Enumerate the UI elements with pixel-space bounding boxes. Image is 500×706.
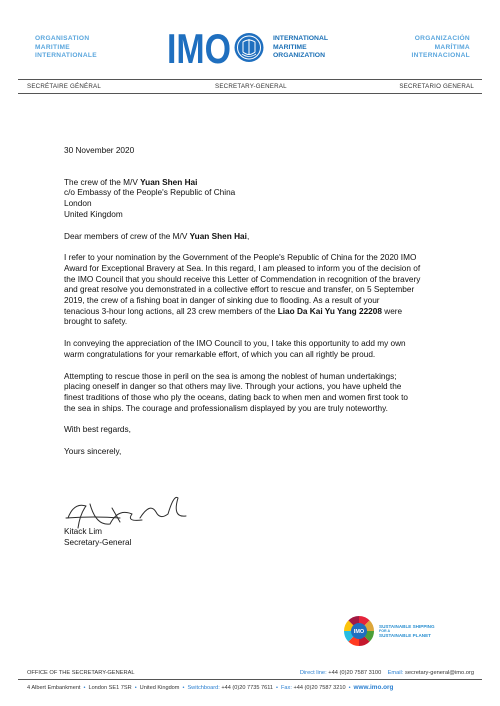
fishing-vessel-name: Liao Da Kai Yu Yang 22208 xyxy=(277,306,382,316)
badge-center-text: IMO xyxy=(353,629,365,635)
badge-line-3: SUSTAINABLE PLANET xyxy=(379,633,431,639)
footer-address-country: United Kingdom xyxy=(139,685,180,691)
para3-line: placing oneself in danger so that others may live. Through your actions, you have upheld the xyxy=(64,382,402,392)
salutation-prefix: Dear members of crew of the M/V xyxy=(64,231,190,241)
en-line-1: INTERNATIONAL xyxy=(273,35,328,42)
subheader-fr: SECRÉTAIRE GÉNÉRAL xyxy=(27,83,101,90)
header-es-name xyxy=(412,35,470,61)
imo-logo xyxy=(167,30,267,65)
para2-line: In conveying the appreciation of the IMO Council to you, I take this opportunity to add my own xyxy=(64,339,406,349)
para1-line: the IMO Council that you should receive this Letter of Commendation in recognition of the bravery xyxy=(64,274,421,284)
salutation xyxy=(64,232,484,243)
en-line-3: ORGANIZATION xyxy=(273,52,325,60)
address-prefix: The crew of the M/V xyxy=(64,177,141,187)
fr-line-3: INTERNATIONALE xyxy=(35,52,97,60)
para1-prefix: tenacious 3-hour long actions, all 23 crew members of the xyxy=(64,306,278,316)
para2-line: warm congratulations for your remarkable effort, of which you can all rightly be proud. xyxy=(64,349,376,359)
es-line-2: MARÍTIMA xyxy=(434,43,470,51)
bullet-icon: • xyxy=(182,685,185,691)
logo-text: IMO xyxy=(167,30,231,65)
sdg-wheel-icon xyxy=(343,615,375,647)
imo-logo-mark xyxy=(167,30,267,65)
para1-line: brought to safety. xyxy=(64,317,128,327)
bullet-icon: • xyxy=(134,685,137,691)
switchboard-label: Switchboard: xyxy=(187,685,220,691)
switchboard-value: +44 (0)20 7735 7611 xyxy=(221,685,274,691)
signer-title: Secretary-General xyxy=(64,537,132,547)
address-line-3: London xyxy=(64,199,92,209)
paragraph-3 xyxy=(64,372,484,415)
para1-line: Award for Exceptional Bravery at Sea. In this regard, I am pleased to inform you of the decision of xyxy=(64,263,421,273)
footer-address-city: London SE1 7SR xyxy=(88,685,132,691)
address-line-4: United Kingdom xyxy=(64,209,123,219)
header-en-name xyxy=(273,35,328,61)
en-line-2: MARITIME xyxy=(273,43,307,51)
para1-line: I refer to your nomination by the Government of the People's Republic of China for the 2020 IMO xyxy=(64,253,417,263)
badge-line-2: FOR A xyxy=(379,629,391,634)
address-line-2: c/o Embassy of the People's Republic of China xyxy=(64,188,236,198)
closing-regards: With best regards, xyxy=(64,425,131,435)
fax-label: Fax: xyxy=(281,685,292,691)
signer-name: Kitack Lim xyxy=(64,527,103,536)
letter-date: 30 November 2020 xyxy=(64,146,135,155)
para3-line: Attempting to rescue those in peril on the sea is among the noblest of human undertakings; xyxy=(64,371,397,381)
para3-line: finest traditions of those who ply the oceans, dating back to when men and women first took to xyxy=(64,392,408,402)
signature-block xyxy=(64,527,131,548)
badge-line-1: SUSTAINABLE SHIPPING xyxy=(379,624,435,629)
letter-body xyxy=(64,146,484,458)
email-label: Email: xyxy=(387,670,404,676)
recipient-address xyxy=(64,178,484,221)
subheader-es: SECRETARIO GENERAL xyxy=(399,83,474,90)
subheader-en: SECRETARY-GENERAL xyxy=(215,83,287,90)
direct-line-label: Direct line: xyxy=(299,670,327,676)
es-line-1: ORGANIZACIÓN xyxy=(414,35,470,42)
paragraph-2 xyxy=(64,339,484,360)
email-value[interactable]: secretary-general@imo.org xyxy=(405,670,474,676)
paragraph-1 xyxy=(64,253,484,328)
footer-address-street: 4 Albert Embankment xyxy=(27,685,81,691)
fax-value: +44 (0)20 7587 3210 xyxy=(293,685,346,691)
fr-line-1: ORGANISATION xyxy=(35,35,90,42)
ship-name: Yuan Shen Hai xyxy=(140,177,198,187)
header-top-rule xyxy=(18,79,482,80)
es-line-3: INTERNACIONAL xyxy=(411,52,470,60)
footer-office: OFFICE OF THE SECRETARY-GENERAL xyxy=(27,670,135,676)
direct-line-value: +44 (0)20 7587 3100 xyxy=(328,670,382,676)
salutation-ship: Yuan Shen Hai xyxy=(189,231,247,241)
para1-line: and great resolve you demonstrated in a collective effort to rescue and transfer, on 5 September xyxy=(64,285,415,295)
footer-address-line xyxy=(27,684,393,691)
bullet-icon: • xyxy=(348,685,351,691)
para3-line: the sea in ships. The courage and professionalism displayed by you are truly noteworthy. xyxy=(64,403,388,413)
para1-line xyxy=(64,307,484,318)
website-link[interactable]: www.imo.org xyxy=(353,684,394,691)
closing-sincerely: Yours sincerely, xyxy=(64,447,122,457)
footer-rule xyxy=(18,679,482,680)
header-bottom-rule xyxy=(18,93,482,94)
badge-text xyxy=(379,624,435,639)
para1-line: 2019, the crew of a fishing boat in danger of sinking due to flooding. As a result of your xyxy=(64,296,380,306)
para1-suffix: were xyxy=(381,306,403,316)
bullet-icon: • xyxy=(276,685,278,691)
header-fr-name xyxy=(35,35,97,61)
bullet-icon: • xyxy=(83,685,86,691)
fr-line-2: MARITIME xyxy=(35,43,70,51)
imo-emblem-icon xyxy=(235,33,264,62)
address-line-1 xyxy=(64,178,484,189)
footer-contacts xyxy=(300,670,474,676)
salutation-suffix: , xyxy=(246,231,250,241)
sustainable-shipping-badge xyxy=(343,615,483,647)
